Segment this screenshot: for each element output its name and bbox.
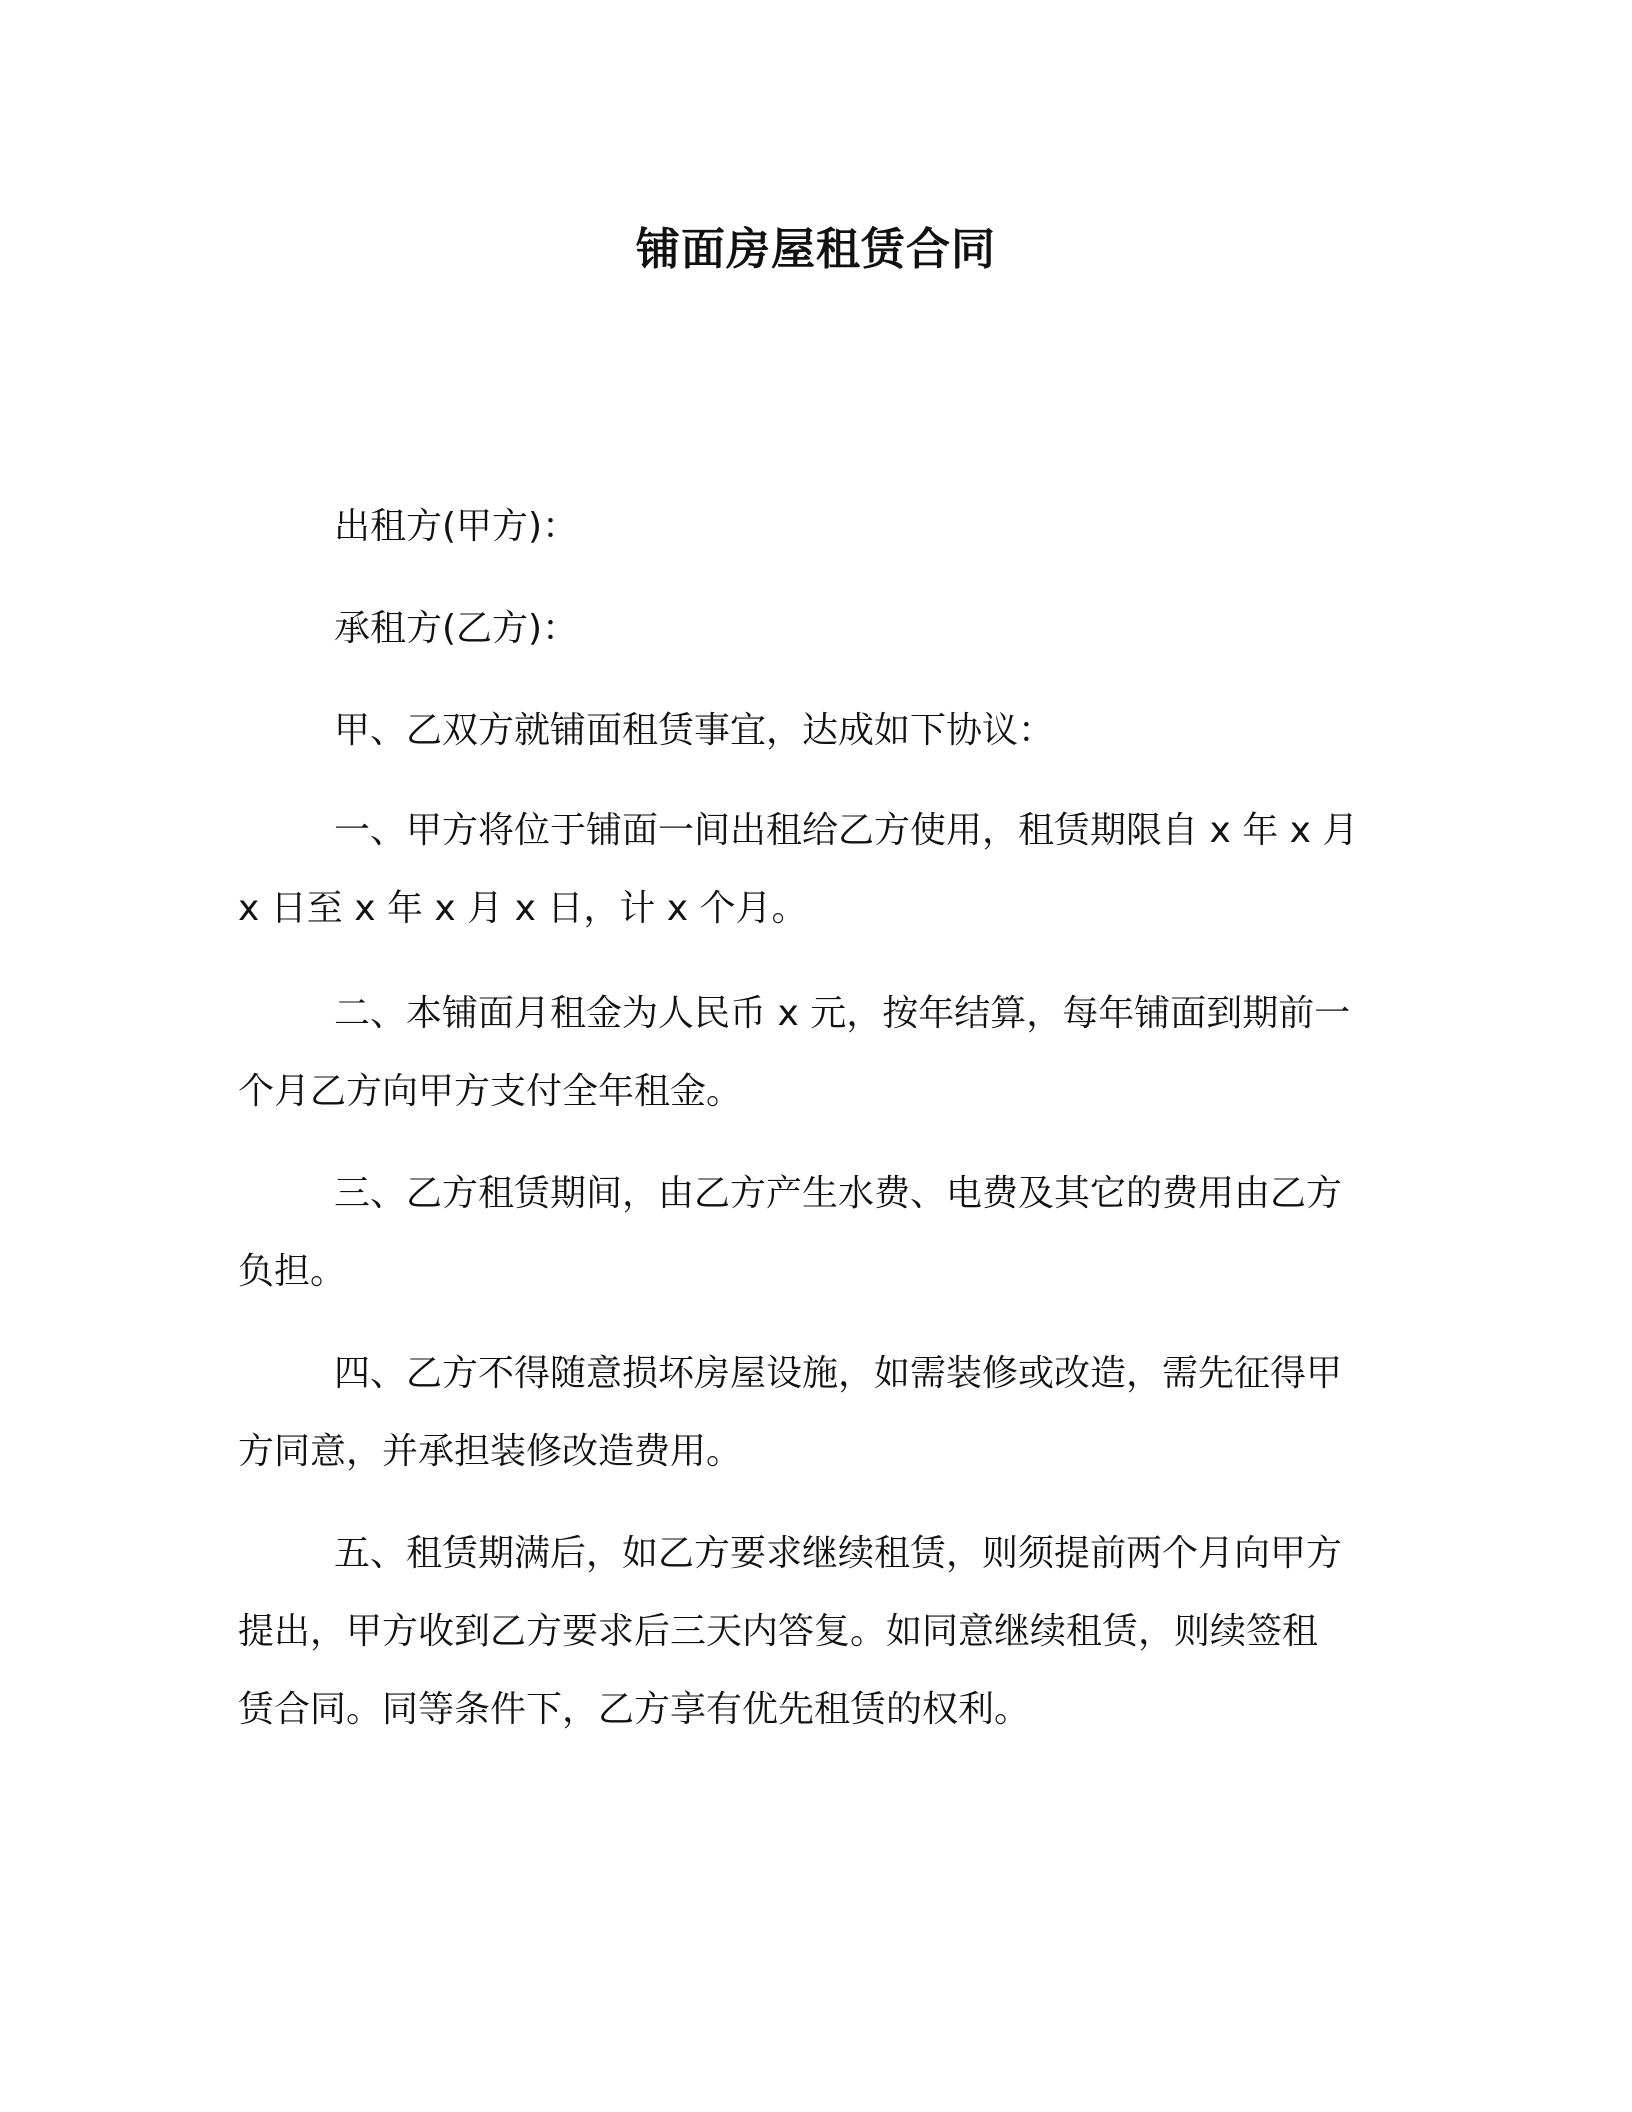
clause-5-line-3: 赁合同。同等条件下，乙方享有优先租赁的权利。	[238, 1689, 1031, 1730]
clause-1	[238, 792, 1378, 948]
clause-1-line-1: 一、甲方将位于铺面一间出租给乙方使用，租赁期限自 x 年 x 月	[334, 810, 1359, 851]
clause-1-line-2: x 日至 x 年 x 月 x 日，计 x 个月。	[238, 888, 808, 929]
clause-5	[238, 1515, 1378, 1749]
clause-4	[238, 1335, 1378, 1491]
clause-3-line-1: 三、乙方租赁期间，由乙方产生水费、电费及其它的费用由乙方	[334, 1173, 1343, 1214]
document-title: 铺面房屋租赁合同	[636, 224, 996, 275]
clause-3	[238, 1155, 1378, 1311]
party-a-label: 出租方(甲方)：	[334, 506, 579, 547]
party-b-label: 承租方(乙方)：	[334, 608, 579, 649]
agreement-intro: 甲、乙双方就铺面租赁事宜，达成如下协议：	[334, 710, 1055, 751]
clause-5-line-1: 五、租赁期满后，如乙方要求继续租赁，则须提前两个月向甲方	[334, 1533, 1343, 1574]
clause-2	[238, 975, 1378, 1131]
clause-3-line-2: 负担。	[238, 1251, 347, 1292]
clause-4-line-1: 四、乙方不得随意损坏房屋设施，如需装修或改造，需先征得甲	[334, 1353, 1343, 1394]
clause-5-line-2: 提出，甲方收到乙方要求后三天内答复。如同意继续租赁，则续签租	[238, 1611, 1319, 1652]
clause-2-line-1: 二、本铺面月租金为人民币 x 元，按年结算，每年铺面到期前一	[334, 993, 1351, 1034]
clause-4-line-2: 方同意，并承担装修改造费用。	[238, 1431, 743, 1472]
clause-2-line-2: 个月乙方向甲方支付全年租金。	[238, 1071, 743, 1112]
